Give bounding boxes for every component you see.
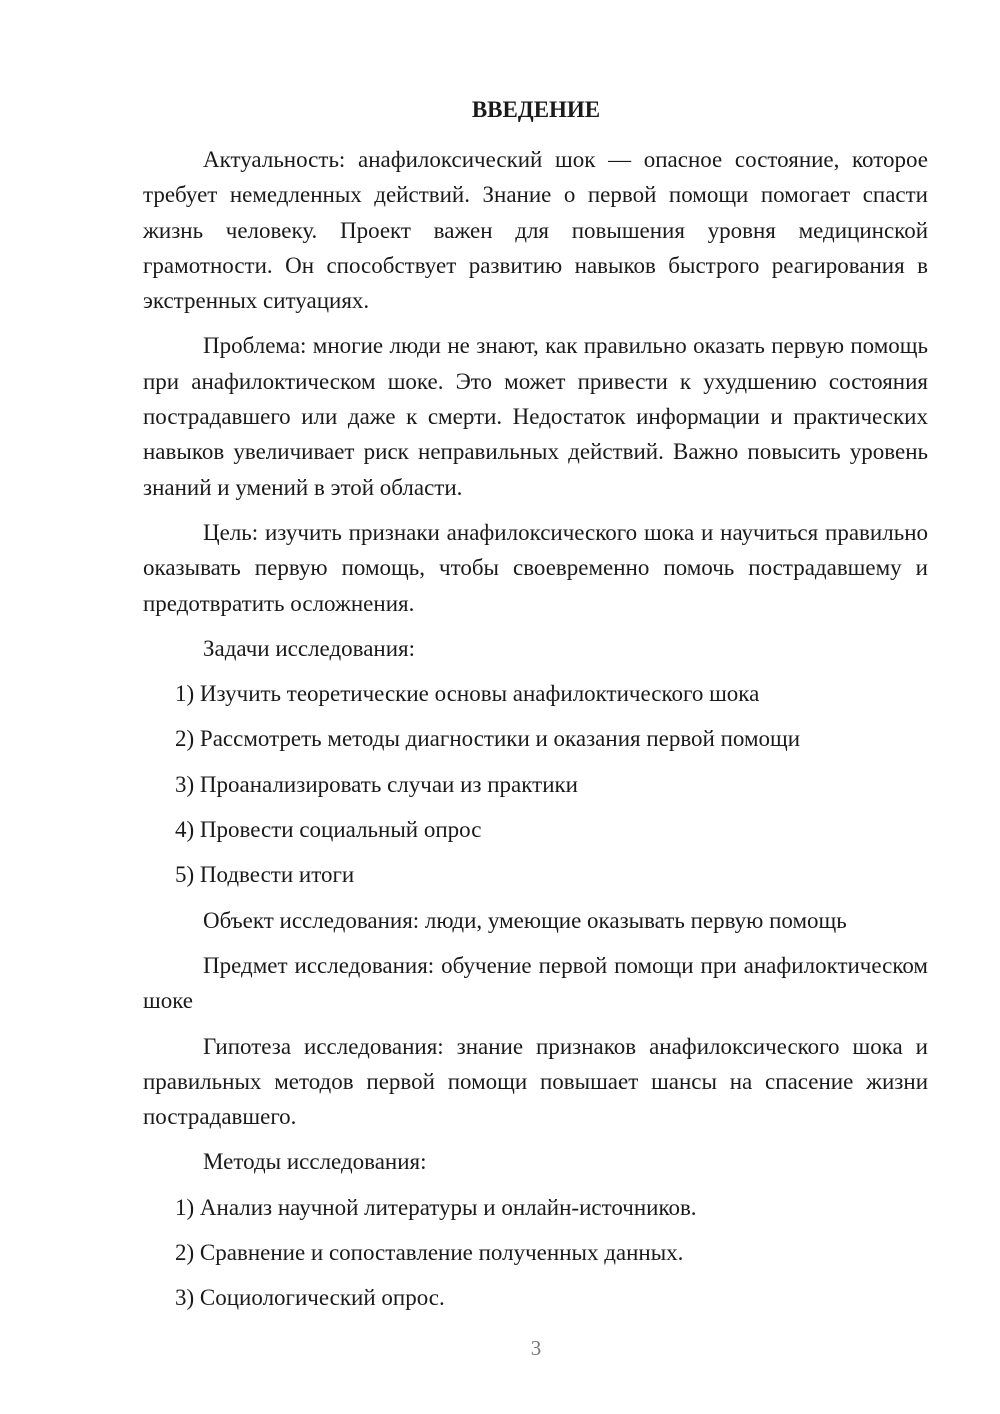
list-item: 1) Анализ научной литературы и онлайн-источников. (175, 1194, 697, 1220)
goal-paragraph: Цель: изучить признаки анафилоксического шока и научиться правильно оказывать первую помощь, чтобы своевременно помочь пострадавшему и предотвратить осложнения. (143, 519, 928, 616)
list-item: 3) Проанализировать случаи из практики (175, 771, 578, 797)
list-item: 5) Подвести итоги (175, 862, 355, 888)
tasks-heading: Задачи исследования: (203, 635, 416, 661)
list-item: 2) Рассмотреть методы диагностики и оказания первой помощи (175, 726, 801, 752)
tasks-list (143, 676, 928, 892)
object-paragraph: Объект исследования: люди, умеющие оказывать первую помощь (203, 907, 847, 933)
list-item: 2) Сравнение и сопоставление полученных данных. (175, 1240, 684, 1266)
hypothesis-paragraph: Гипотеза исследования: знание признаков анафилоксического шока и правильных методов первой помощи повышает шансы на спасение жизни пострадавшего. (143, 1033, 928, 1130)
page-title: ВВЕДЕНИЕ (471, 97, 601, 122)
list-item: 3) Социологический опрос. (175, 1285, 445, 1311)
subject-paragraph: Предмет исследования: обучение первой помощи при анафилоктическом шоке (143, 952, 928, 1014)
methods-heading: Методы исследования: (203, 1149, 427, 1175)
relevance-paragraph: Актуальность: анафилоксический шок — опасное состояние, которое требует немедленных действий. Знание о первой помощи помогает спасти жизнь человеку. Проект важен для повышения уровня медицинской грамотности. Он способствует развитию навыков быстрого реагирования в экстренных ситуациях. (143, 147, 928, 314)
list-item: 1) Изучить теоретические основы анафилоктического шока (175, 681, 760, 707)
methods-list (143, 1190, 928, 1316)
problem-paragraph: Проблема: многие люди не знают, как правильно оказать первую помощь при анафилоктическом шоке. Это может привести к ухудшению состояния пострадавшего или даже к смерти. Недостаток информации и практических навыков увеличивает риск неправильных действий. Важно повысить уровень знаний и умений в этой области. (143, 333, 928, 500)
page-body (143, 142, 928, 1326)
list-item: 4) Провести социальный опрос (175, 817, 482, 843)
page-number: 3 (530, 1336, 542, 1360)
